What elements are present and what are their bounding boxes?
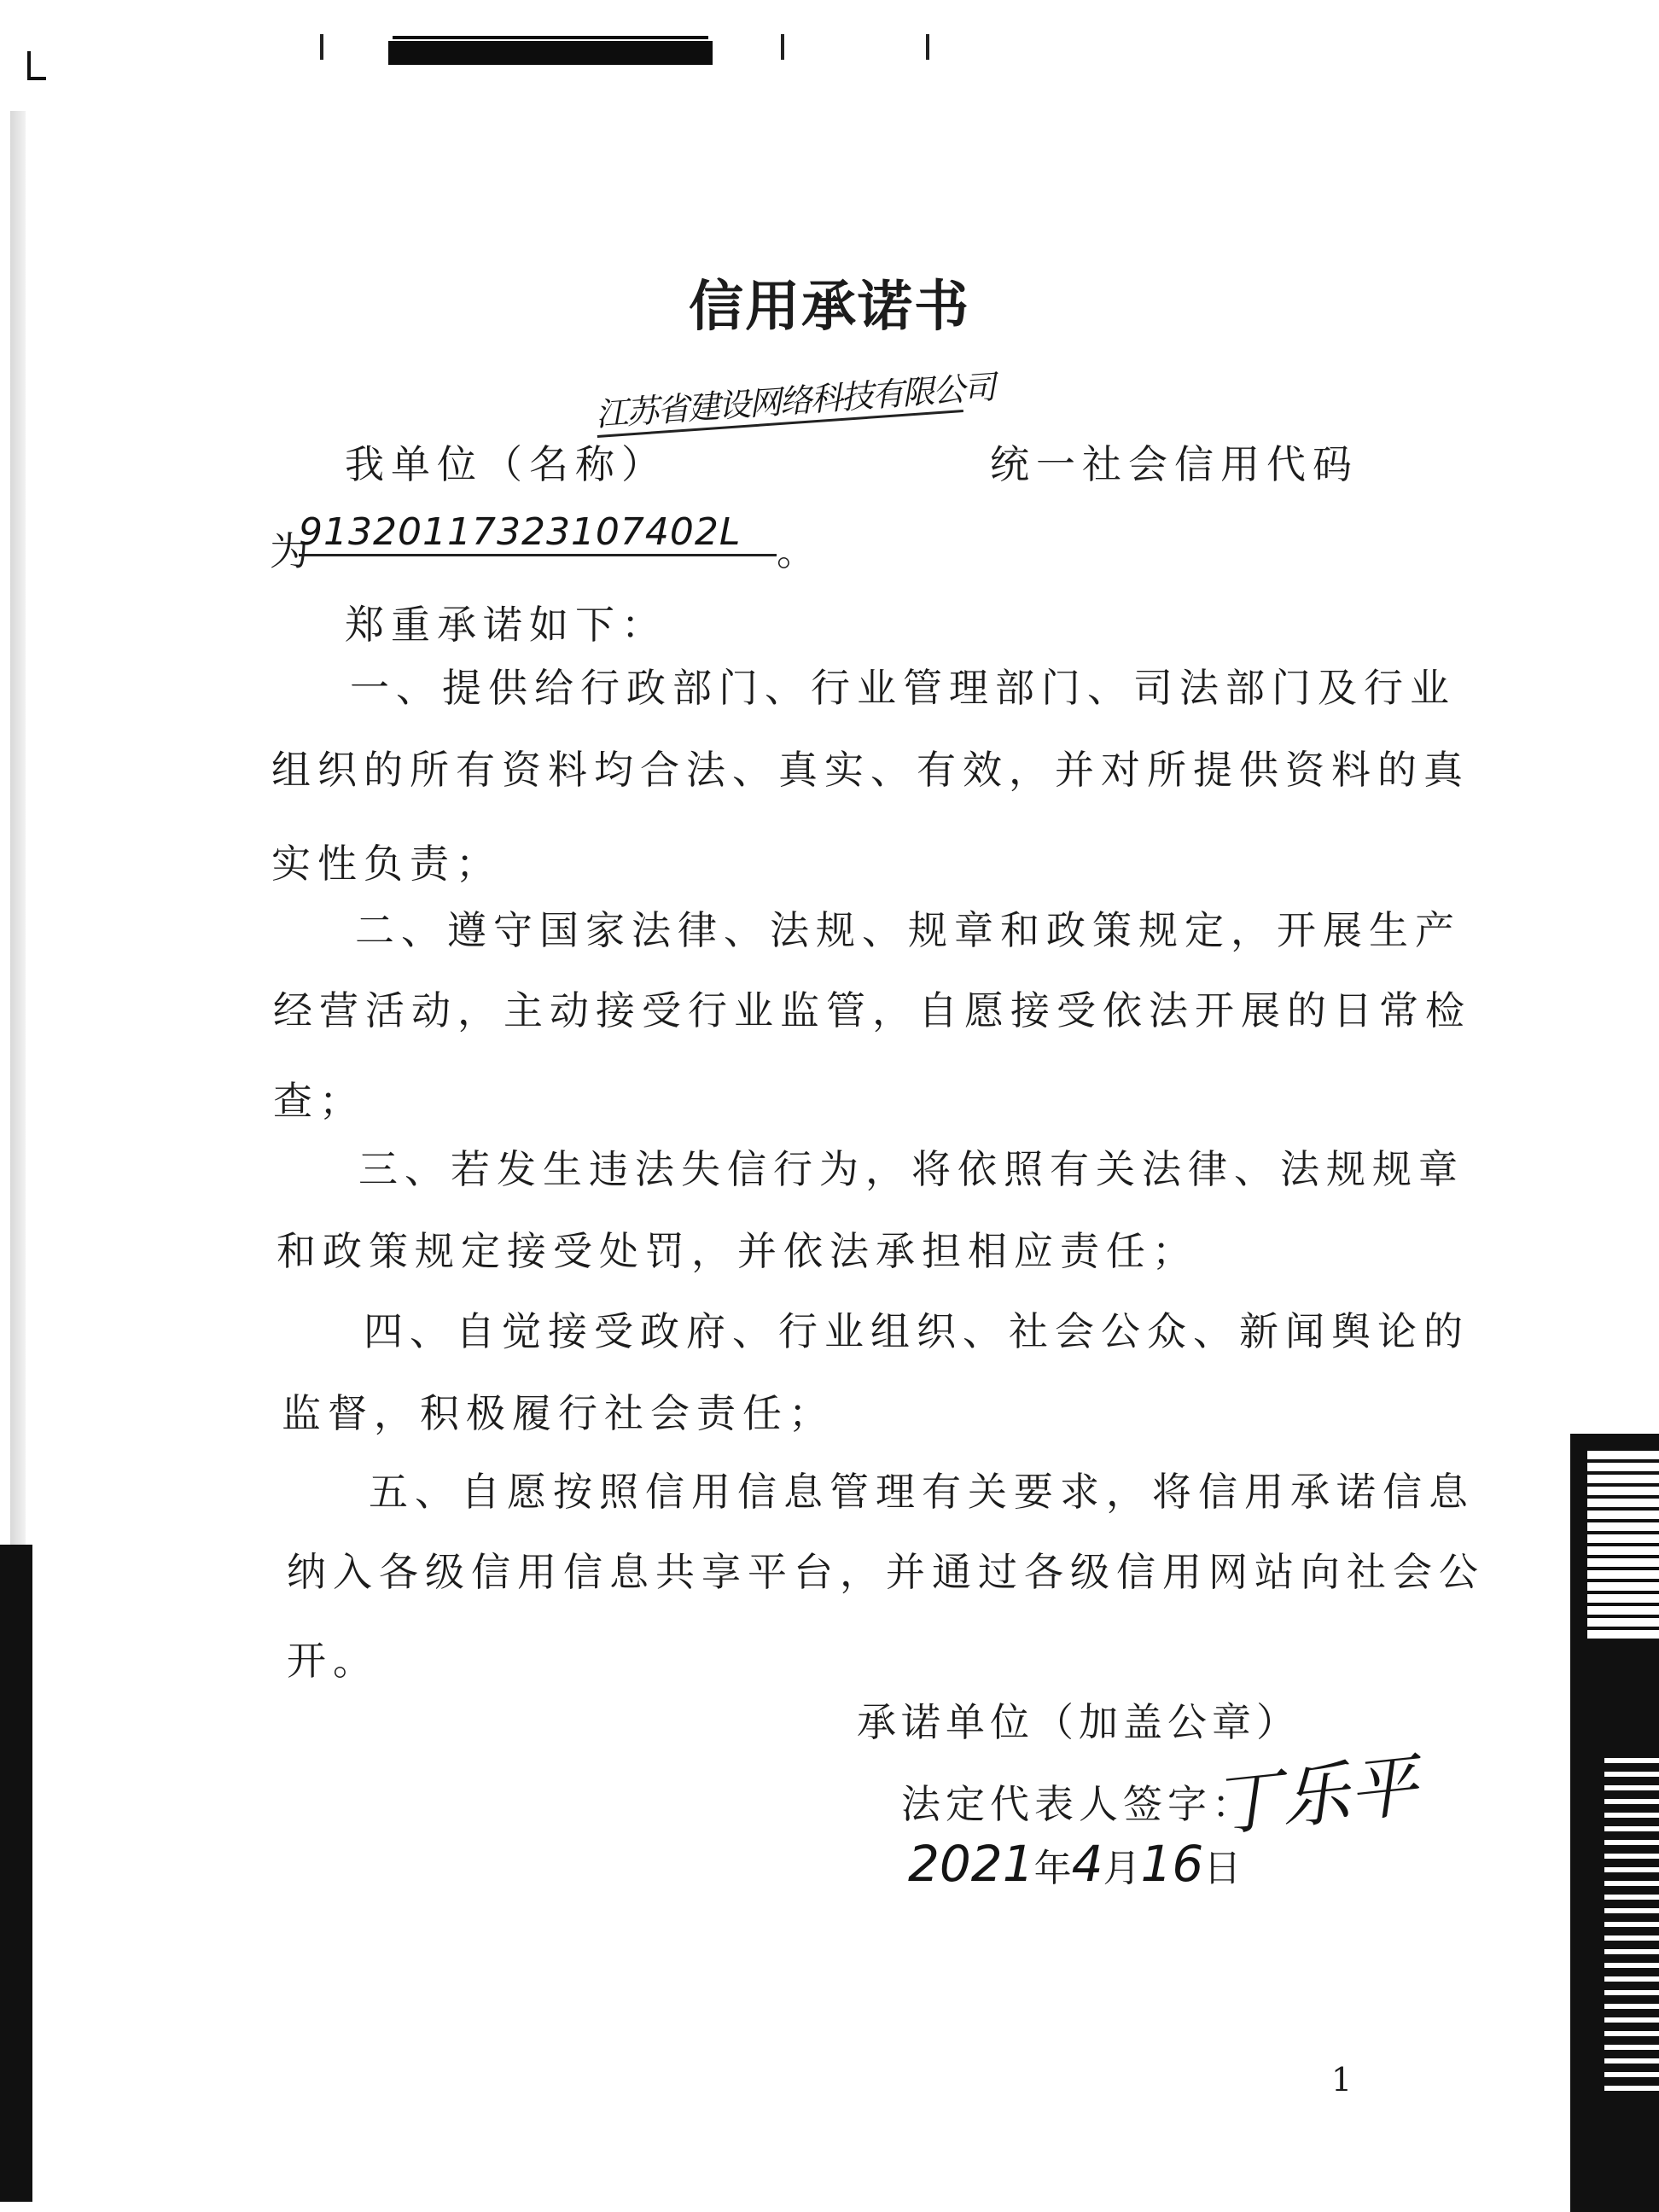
date-day: 16 bbox=[1140, 1835, 1204, 1893]
item-5-line: 开。 bbox=[287, 1638, 379, 1684]
item-5-line: 纳入各级信用信息共享平台，并通过各级信用网站向社会公 bbox=[287, 1549, 1485, 1595]
intro-prefix: 我单位（名称） bbox=[345, 441, 667, 487]
legal-rep-signature: 丁乐平 bbox=[1208, 1745, 1421, 1847]
document-title: 信用承诺书 bbox=[689, 276, 970, 339]
item-3-line: 和政策规定接受处罚，并依法承担相应责任； bbox=[276, 1228, 1198, 1274]
intro-suffix: 统一社会信用代码 bbox=[990, 441, 1359, 487]
date-year-unit: 年 bbox=[1033, 1847, 1072, 1890]
intro-line2-suffix: 。 bbox=[777, 528, 823, 574]
scan-top-line bbox=[393, 36, 708, 39]
scan-top-tick bbox=[926, 34, 929, 60]
scan-edge-right-stripes bbox=[1587, 1451, 1659, 1639]
intro-line2-prefix: 为 bbox=[270, 528, 316, 574]
scan-top-tick bbox=[781, 34, 784, 60]
scan-top-bar bbox=[388, 41, 713, 65]
scan-edge-left-dark bbox=[0, 1545, 32, 2202]
date-day-unit: 日 bbox=[1203, 1847, 1242, 1890]
legal-rep-label: 法定代表人签字： bbox=[901, 1781, 1256, 1827]
item-3-line: 三、若发生违法失信行为，将依照有关法律、法规规章 bbox=[358, 1146, 1464, 1192]
date-year: 2021 bbox=[908, 1835, 1034, 1893]
item-5-line: 五、自愿按照信用信息管理有关要求，将信用承诺信息 bbox=[369, 1469, 1475, 1515]
date-month-unit: 月 bbox=[1103, 1847, 1141, 1890]
commitment-heading: 郑重承诺如下： bbox=[345, 602, 667, 648]
scan-corner-mark bbox=[27, 51, 46, 80]
date-month: 4 bbox=[1071, 1835, 1103, 1893]
item-2-line: 二、遵守国家法律、法规、规章和政策规定，开展生产 bbox=[355, 907, 1461, 953]
sign-date bbox=[908, 1835, 1241, 1893]
page-number: 1 bbox=[1331, 2061, 1353, 2098]
credit-code-handwritten: 91320117323107402L bbox=[299, 510, 777, 556]
item-4-line: 四、自觉接受政府、行业组织、社会公众、新闻舆论的 bbox=[364, 1308, 1470, 1354]
item-1-line: 实性负责； bbox=[271, 841, 502, 887]
item-2-line: 查； bbox=[273, 1078, 365, 1124]
item-4-line: 监督，积极履行社会责任； bbox=[282, 1390, 835, 1436]
item-1-line: 一、提供给行政部门、行业管理部门、司法部门及行业 bbox=[350, 665, 1456, 711]
scan-top-tick bbox=[320, 34, 323, 60]
item-2-line: 经营活动，主动接受行业监管，自愿接受依法开展的日常检 bbox=[273, 987, 1471, 1033]
scan-edge-right-stripes bbox=[1604, 1758, 1659, 2099]
committing-unit-label: 承诺单位（加盖公章） bbox=[857, 1699, 1301, 1745]
company-name-handwritten: 江苏省建设网络科技有限公司 bbox=[594, 363, 963, 438]
item-1-line: 组织的所有资料均合法、真实、有效，并对所提供资料的真 bbox=[271, 747, 1470, 793]
